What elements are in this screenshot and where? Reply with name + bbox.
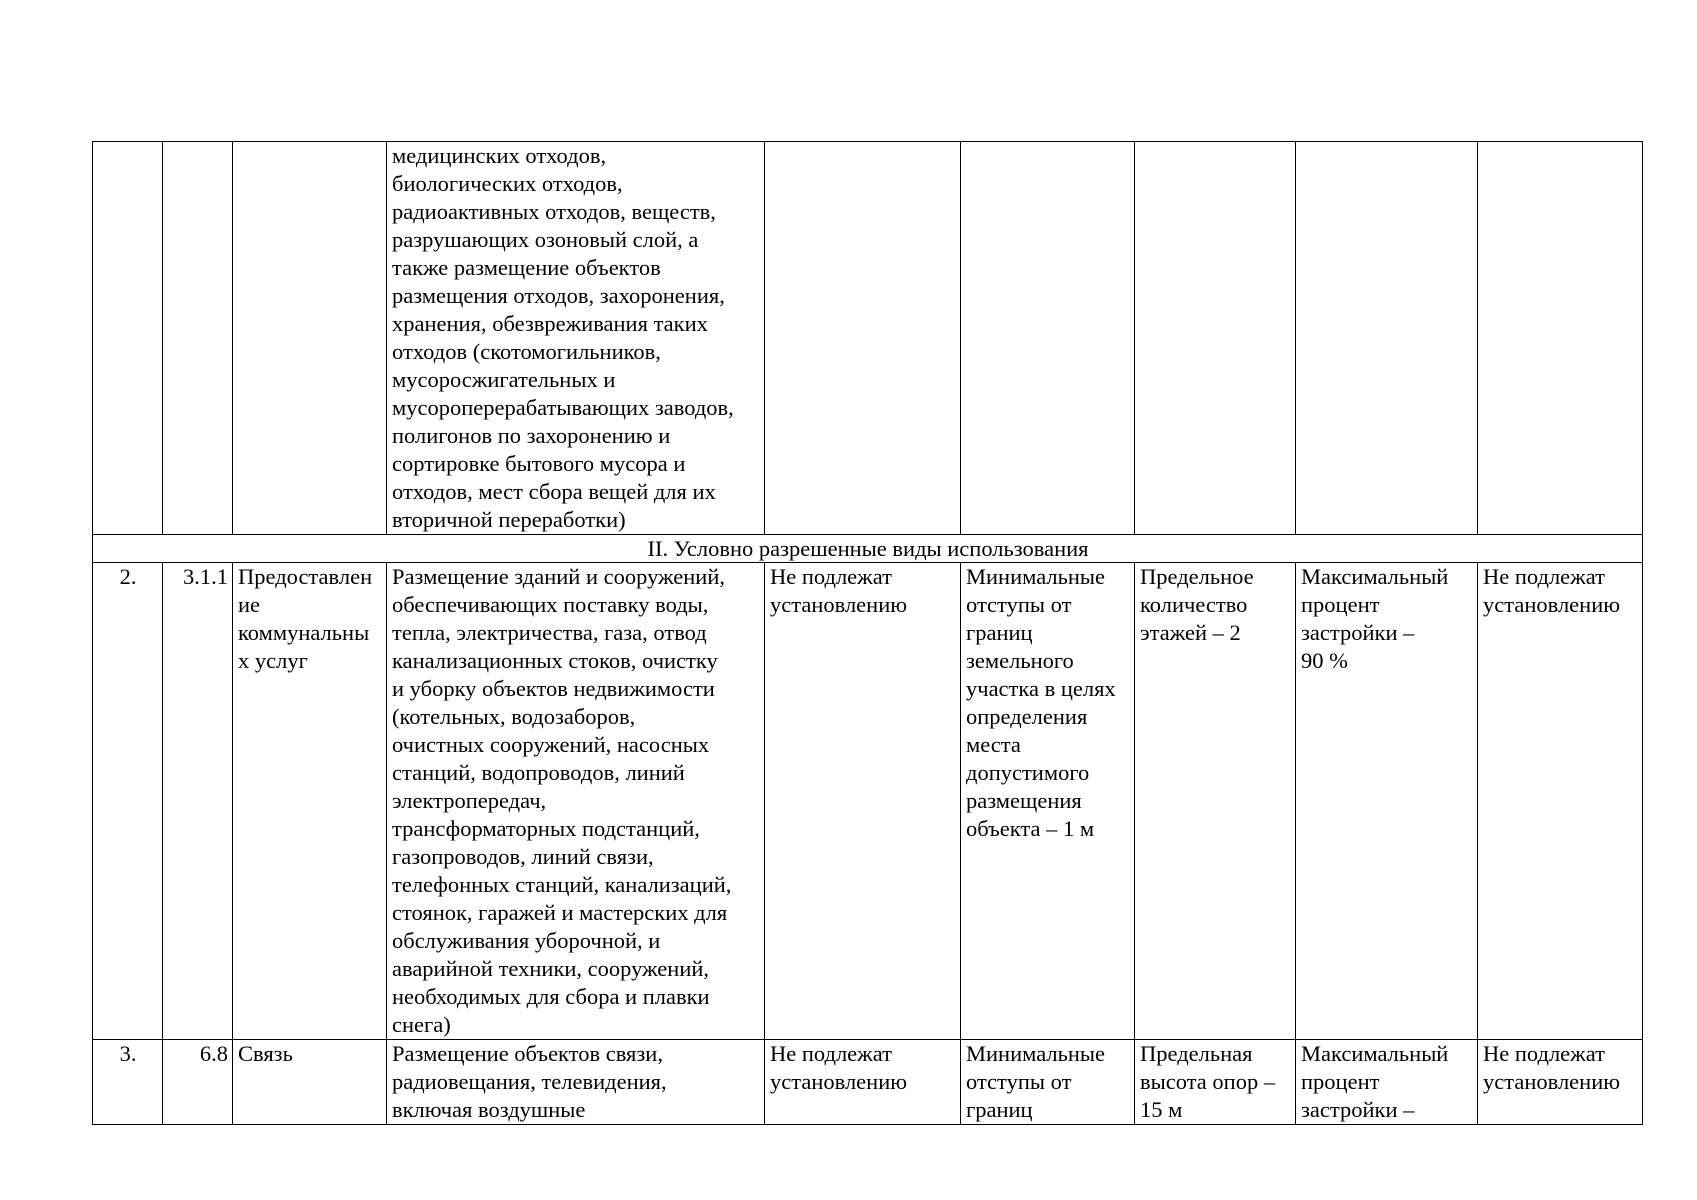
cell-code: 6.8 [163, 1040, 233, 1125]
cell-col7 [1135, 1040, 1296, 1125]
land-use-table [92, 141, 1643, 1125]
text-line: установлению [770, 592, 908, 617]
text-line: Размещение зданий и сооружений, [392, 564, 726, 589]
table-row [93, 563, 1643, 1040]
text-line: отходов, мест сбора вещей для их [392, 479, 716, 504]
section-heading: II. Условно разрешенные виды использования [93, 535, 1643, 563]
cell-name [233, 563, 387, 1040]
text-line: земельного [966, 648, 1074, 673]
section-heading-row [93, 535, 1643, 563]
text-line: отступы от [966, 1069, 1072, 1094]
text-line: Не подлежат [1483, 1041, 1605, 1066]
text-line: Минимальные [966, 564, 1106, 589]
text-line: Предельная [1140, 1041, 1253, 1066]
cell-col9 [1478, 563, 1643, 1040]
text-line: полигонов по захоронению и [392, 423, 671, 448]
cell-num [93, 142, 163, 535]
text-line: сортировке бытового мусора и [392, 451, 686, 476]
text-line: биологических отходов, [392, 171, 623, 196]
text-line: канализационных стоков, очистку [392, 648, 718, 673]
text-line: размещения отходов, захоронения, [392, 283, 725, 308]
text-line: обслуживания уборочной, и [392, 928, 661, 953]
text-line: Максимальный [1301, 1041, 1449, 1066]
text-line: стоянок, гаражей и мастерских для [392, 900, 728, 925]
text-line: обеспечивающих поставку воды, [392, 592, 709, 617]
cell-description [387, 142, 765, 535]
cell-description [387, 563, 765, 1040]
cell-col9 [1478, 1040, 1643, 1125]
text-line: места [966, 732, 1021, 757]
cell-col9 [1478, 142, 1643, 535]
text-line: аварийной техники, сооружений, [392, 956, 710, 981]
text-line: Не подлежат [770, 564, 892, 589]
cell-col6 [961, 563, 1135, 1040]
text-line: Связь [238, 1041, 293, 1066]
text-line: электропередач, [392, 788, 547, 813]
text-line: газопроводов, линий связи, [392, 844, 654, 869]
text-line: застройки – [1301, 1097, 1415, 1122]
cell-col7 [1135, 142, 1296, 535]
text-line: вторичной переработки) [392, 507, 626, 532]
cell-col5 [765, 1040, 961, 1125]
cell-description [387, 1040, 765, 1125]
text-line: установлению [770, 1069, 908, 1094]
text-line: Предоставлен [238, 564, 373, 589]
text-line: ие [238, 592, 261, 617]
cell-col8 [1296, 1040, 1478, 1125]
text-line: количество [1140, 592, 1248, 617]
text-line: радиоактивных отходов, веществ, [392, 199, 716, 224]
text-line: включая воздушные [392, 1097, 586, 1122]
text-line: х услуг [238, 648, 308, 673]
cell-num: 2. [93, 563, 163, 1040]
text-line: процент [1301, 592, 1380, 617]
cell-col6 [961, 142, 1135, 535]
text-line: допустимого [966, 760, 1090, 785]
text-line: также размещение объектов [392, 255, 661, 280]
text-line: радиовещания, телевидения, [392, 1069, 667, 1094]
text-line: Максимальный [1301, 564, 1449, 589]
text-line: границ [966, 1097, 1033, 1122]
text-line: установлению [1483, 1069, 1621, 1094]
text-line: отступы от [966, 592, 1072, 617]
text-line: и уборку объектов недвижимости [392, 676, 715, 701]
cell-code [163, 142, 233, 535]
text-line: участка в целях [966, 676, 1116, 701]
cell-code: 3.1.1 [163, 563, 233, 1040]
text-line: отходов (скотомогильников, [392, 339, 661, 364]
text-line: установлению [1483, 592, 1621, 617]
text-line: застройки – [1301, 620, 1415, 645]
table-row [93, 1040, 1643, 1125]
text-line: мусороперерабатывающих заводов, [392, 395, 734, 420]
text-line: 90 % [1301, 648, 1348, 673]
cell-name [233, 142, 387, 535]
text-line: Минимальные [966, 1041, 1106, 1066]
text-line: высота опор – [1140, 1069, 1276, 1094]
text-line: мусоросжигательных и [392, 367, 616, 392]
cell-num: 3. [93, 1040, 163, 1125]
table-row [93, 142, 1643, 535]
text-line: этажей – 2 [1140, 620, 1241, 645]
text-line: трансформаторных подстанций, [392, 816, 700, 841]
text-line: медицинских отходов, [392, 143, 607, 168]
cell-col6 [961, 1040, 1135, 1125]
text-line: определения [966, 704, 1088, 729]
cell-col8 [1296, 563, 1478, 1040]
cell-col5 [765, 563, 961, 1040]
text-line: Размещение объектов связи, [392, 1041, 663, 1066]
text-line: Не подлежат [1483, 564, 1605, 589]
text-line: объекта – 1 м [966, 816, 1095, 841]
text-line: Не подлежат [770, 1041, 892, 1066]
text-line: тепла, электричества, газа, отвод [392, 620, 707, 645]
cell-col8 [1296, 142, 1478, 535]
cell-col7 [1135, 563, 1296, 1040]
text-line: процент [1301, 1069, 1380, 1094]
text-line: размещения [966, 788, 1082, 813]
text-line: необходимых для сбора и плавки [392, 984, 710, 1009]
text-line: станций, водопроводов, линий [392, 760, 685, 785]
text-line: границ [966, 620, 1033, 645]
text-line: 15 м [1140, 1097, 1183, 1122]
text-line: снега) [392, 1012, 451, 1037]
cell-col5 [765, 142, 961, 535]
text-line: Предельное [1140, 564, 1254, 589]
text-line: очистных сооружений, насосных [392, 732, 710, 757]
text-line: коммунальны [238, 620, 370, 645]
text-line: (котельных, водозаборов, [392, 704, 636, 729]
cell-name [233, 1040, 387, 1125]
text-line: разрушающих озоновый слой, а [392, 227, 699, 252]
text-line: хранения, обезвреживания таких [392, 311, 708, 336]
text-line: телефонных станций, канализаций, [392, 872, 732, 897]
